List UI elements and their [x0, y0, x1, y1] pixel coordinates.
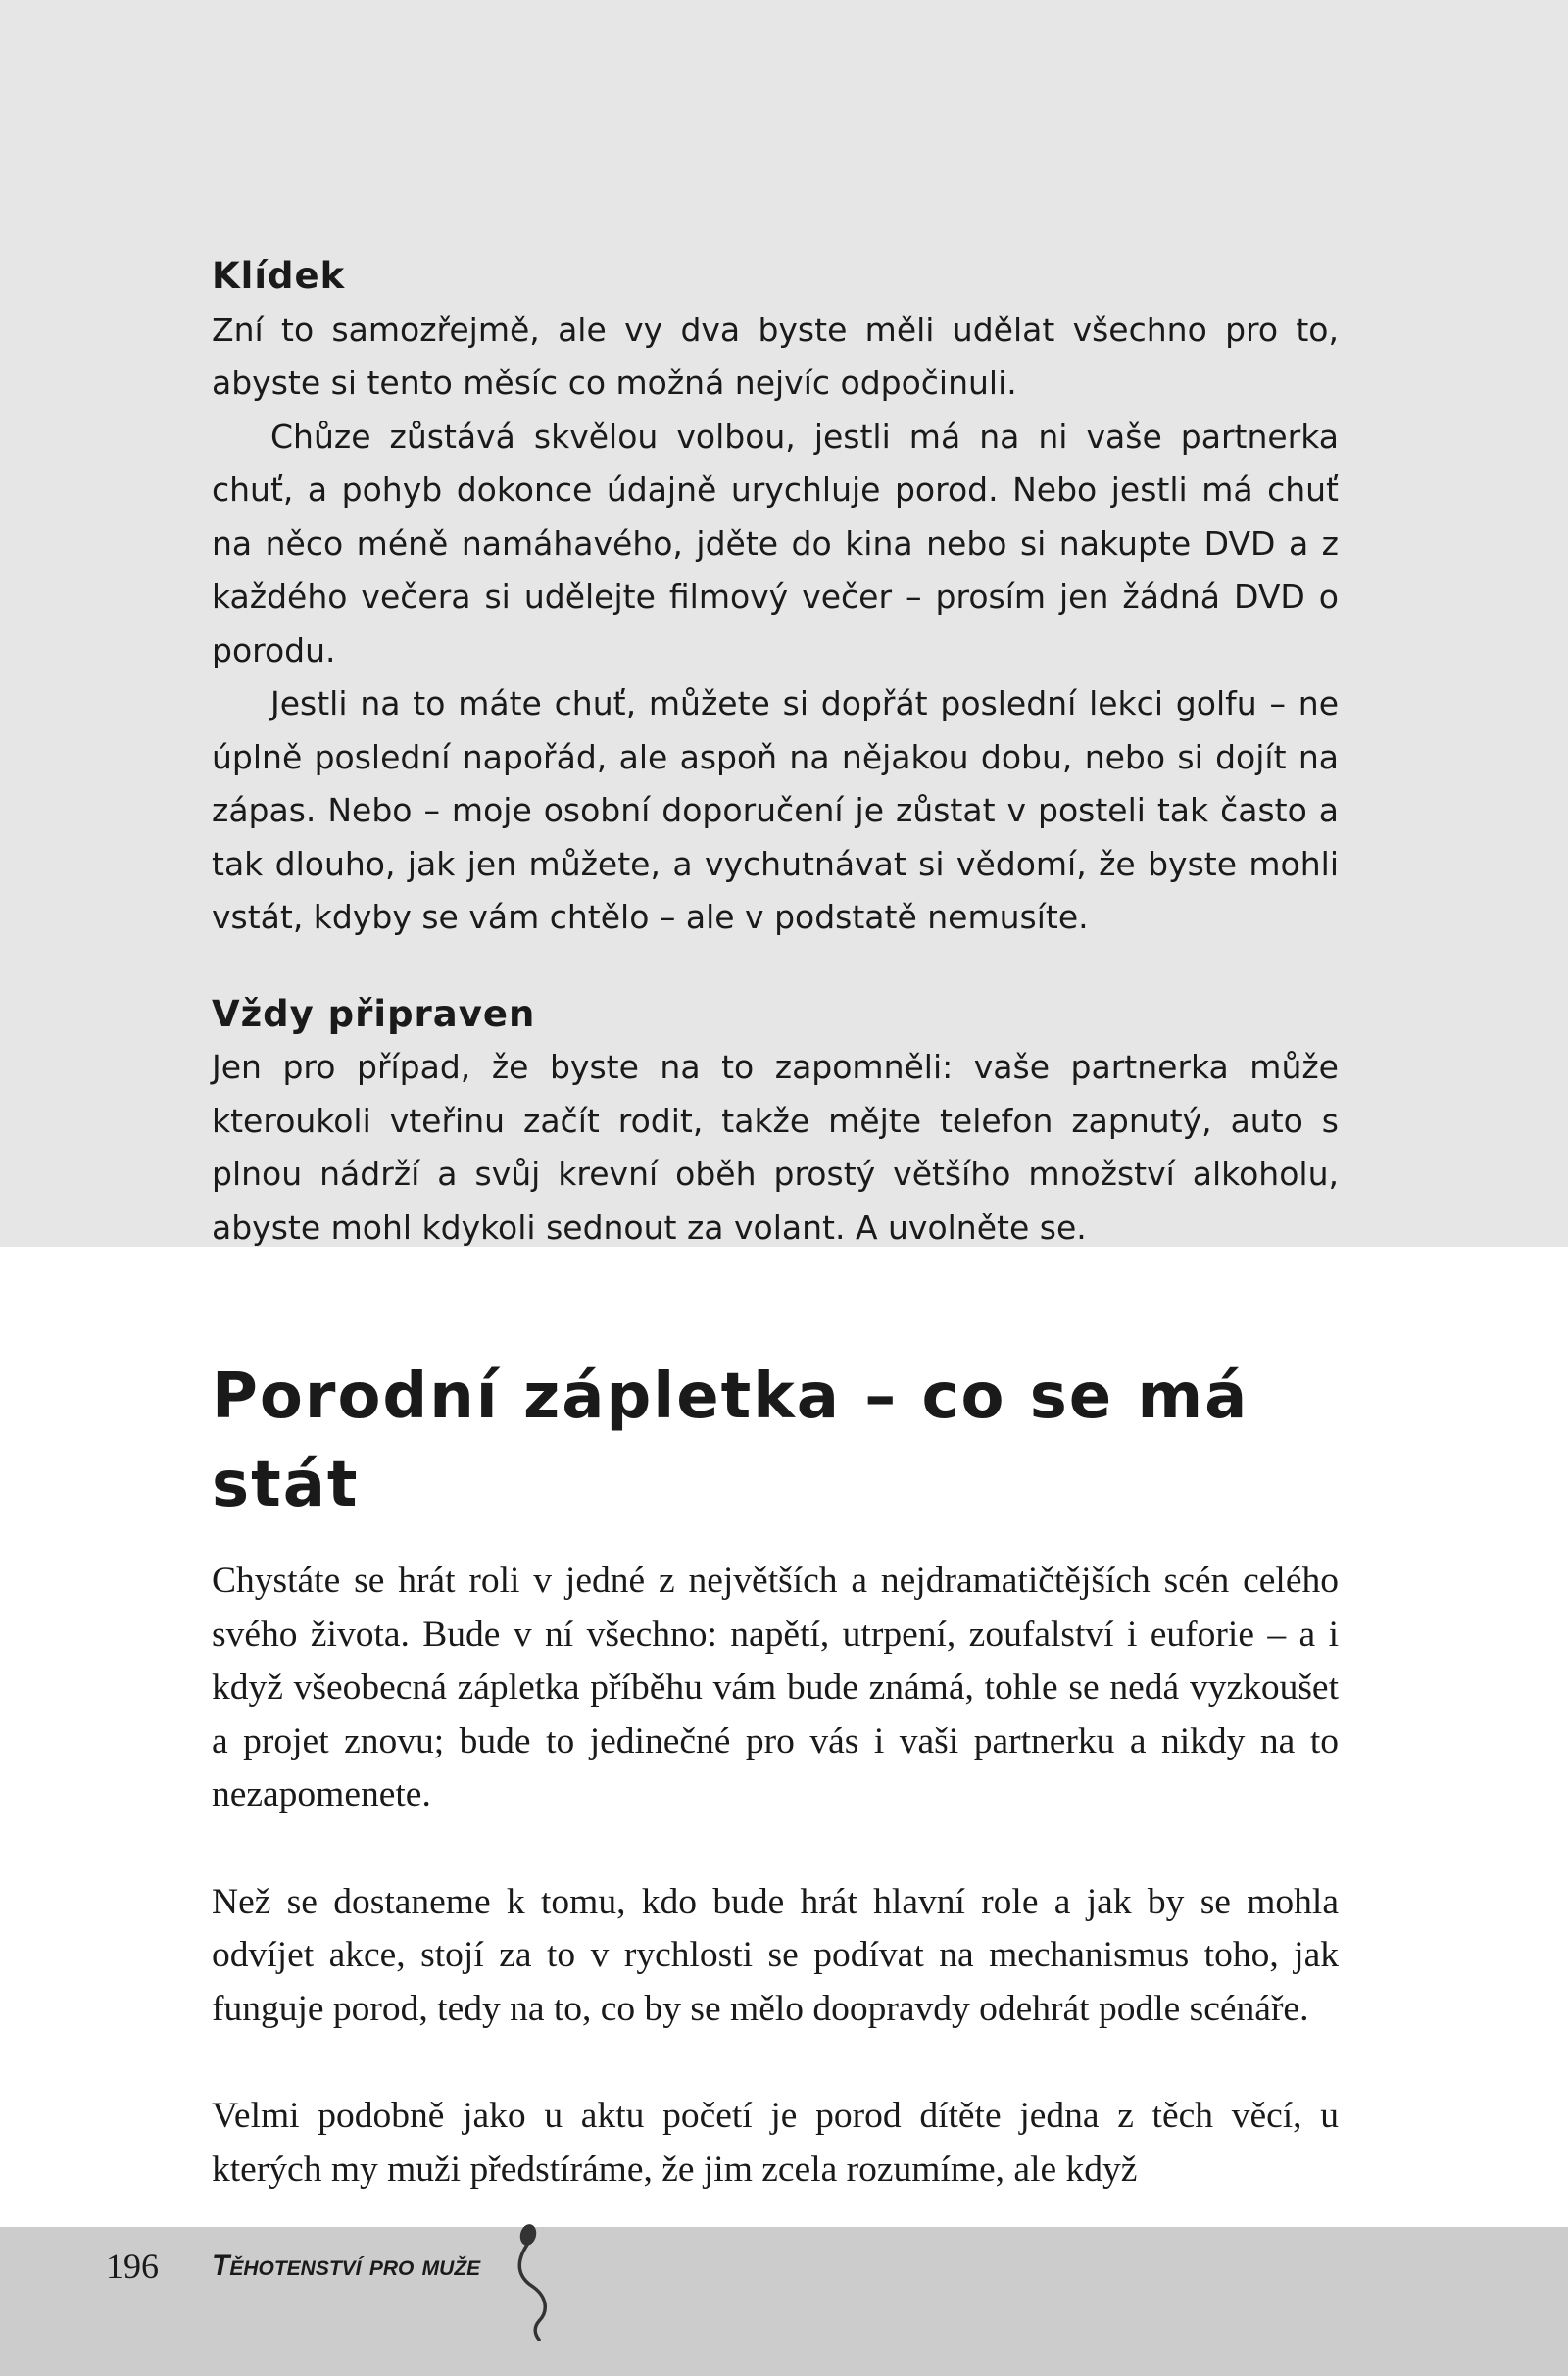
- sidebar-section-klidek: [212, 250, 1339, 945]
- chapter-title: Porodní zápletka – co se má stát: [212, 1361, 1250, 1521]
- paragraph: Zní to samozřejmě, ale vy dva byste měli udělat všechno pro to, abyste si tento měsíc co možná nejvíc odpočinuli.: [212, 310, 1339, 402]
- running-title: Těhotenství pro muže: [212, 2250, 481, 2282]
- body-paragraph: Velmi podobně jako u aktu početí je porod dítěte jedna z těch věcí, u kterých my muži předstíráme, že jim zcela rozumíme, ale když: [212, 2096, 1339, 2190]
- section-heading: Klídek: [212, 255, 346, 297]
- main-content: [212, 1353, 1339, 2251]
- section-heading: Vždy připraven: [212, 992, 536, 1035]
- body-paragraph: Než se dostaneme k tomu, kdo bude hrát hlavní role a jak by se mohla odvíjet akce, stojí za to v rychlosti se podívat na mechanismus toho, jak funguje porod, tedy na to, co by se mělo doopravdy odehrát podle scénáře.: [212, 1881, 1339, 2029]
- paragraph: Jen pro případ, že byste na to zapomněli: vaše partnerka může kteroukoli vteřinu začít rodit, takže mějte telefon zapnutý, auto s plnou nádrží a svůj krevní oběh prostý většího množství alkoholu, abyste mohl kdykoli sednout za volant. A uvolněte se.: [212, 1048, 1339, 1247]
- sidebar-content: [212, 250, 1339, 1255]
- body-paragraph: Chystáte se hrát roli v jedné z největších a nejdramatičtějších scén celého svého života. Bude v ní všechno: napětí, utrpení, zoufalství i euforie – a i když všeobecná zápletka příběhu vám bude známá, tohle se nedá vyzkoušet a projet znovu; bude to jedinečné pro vás i vaši partnerku a nikdy na to nezapomenete.: [212, 1560, 1339, 1814]
- page-number: 196: [106, 2247, 159, 2286]
- paragraph: Jestli na to máte chuť, můžete si dopřát poslední lekci golfu – ne úplně poslední napořád, ale aspoň na nějakou dobu, nebo si dojít na zápas. Nebo – moje osobní doporučení je zůstat v posteli tak často a tak dlouho, jak jen můžete, a vychutnávat si vědomí, že byste mohli vstát, kdyby se vám chtělo – ale v podstatě nemusíte.: [212, 684, 1339, 936]
- paragraph: Chůze zůstává skvělou volbou, jestli má na ni vaše partnerka chuť, a pohyb dokonce údajně urychluje porod. Nebo jestli má chuť na něco méně namáhavého, jděte do kina nebo si nakupte DVD a z každého večera si udělejte filmový večer – prosím jen žádná DVD o porodu.: [212, 417, 1339, 669]
- sperm-icon: [506, 2223, 564, 2341]
- sidebar-section-vzdy-pripraven: [212, 988, 1339, 1256]
